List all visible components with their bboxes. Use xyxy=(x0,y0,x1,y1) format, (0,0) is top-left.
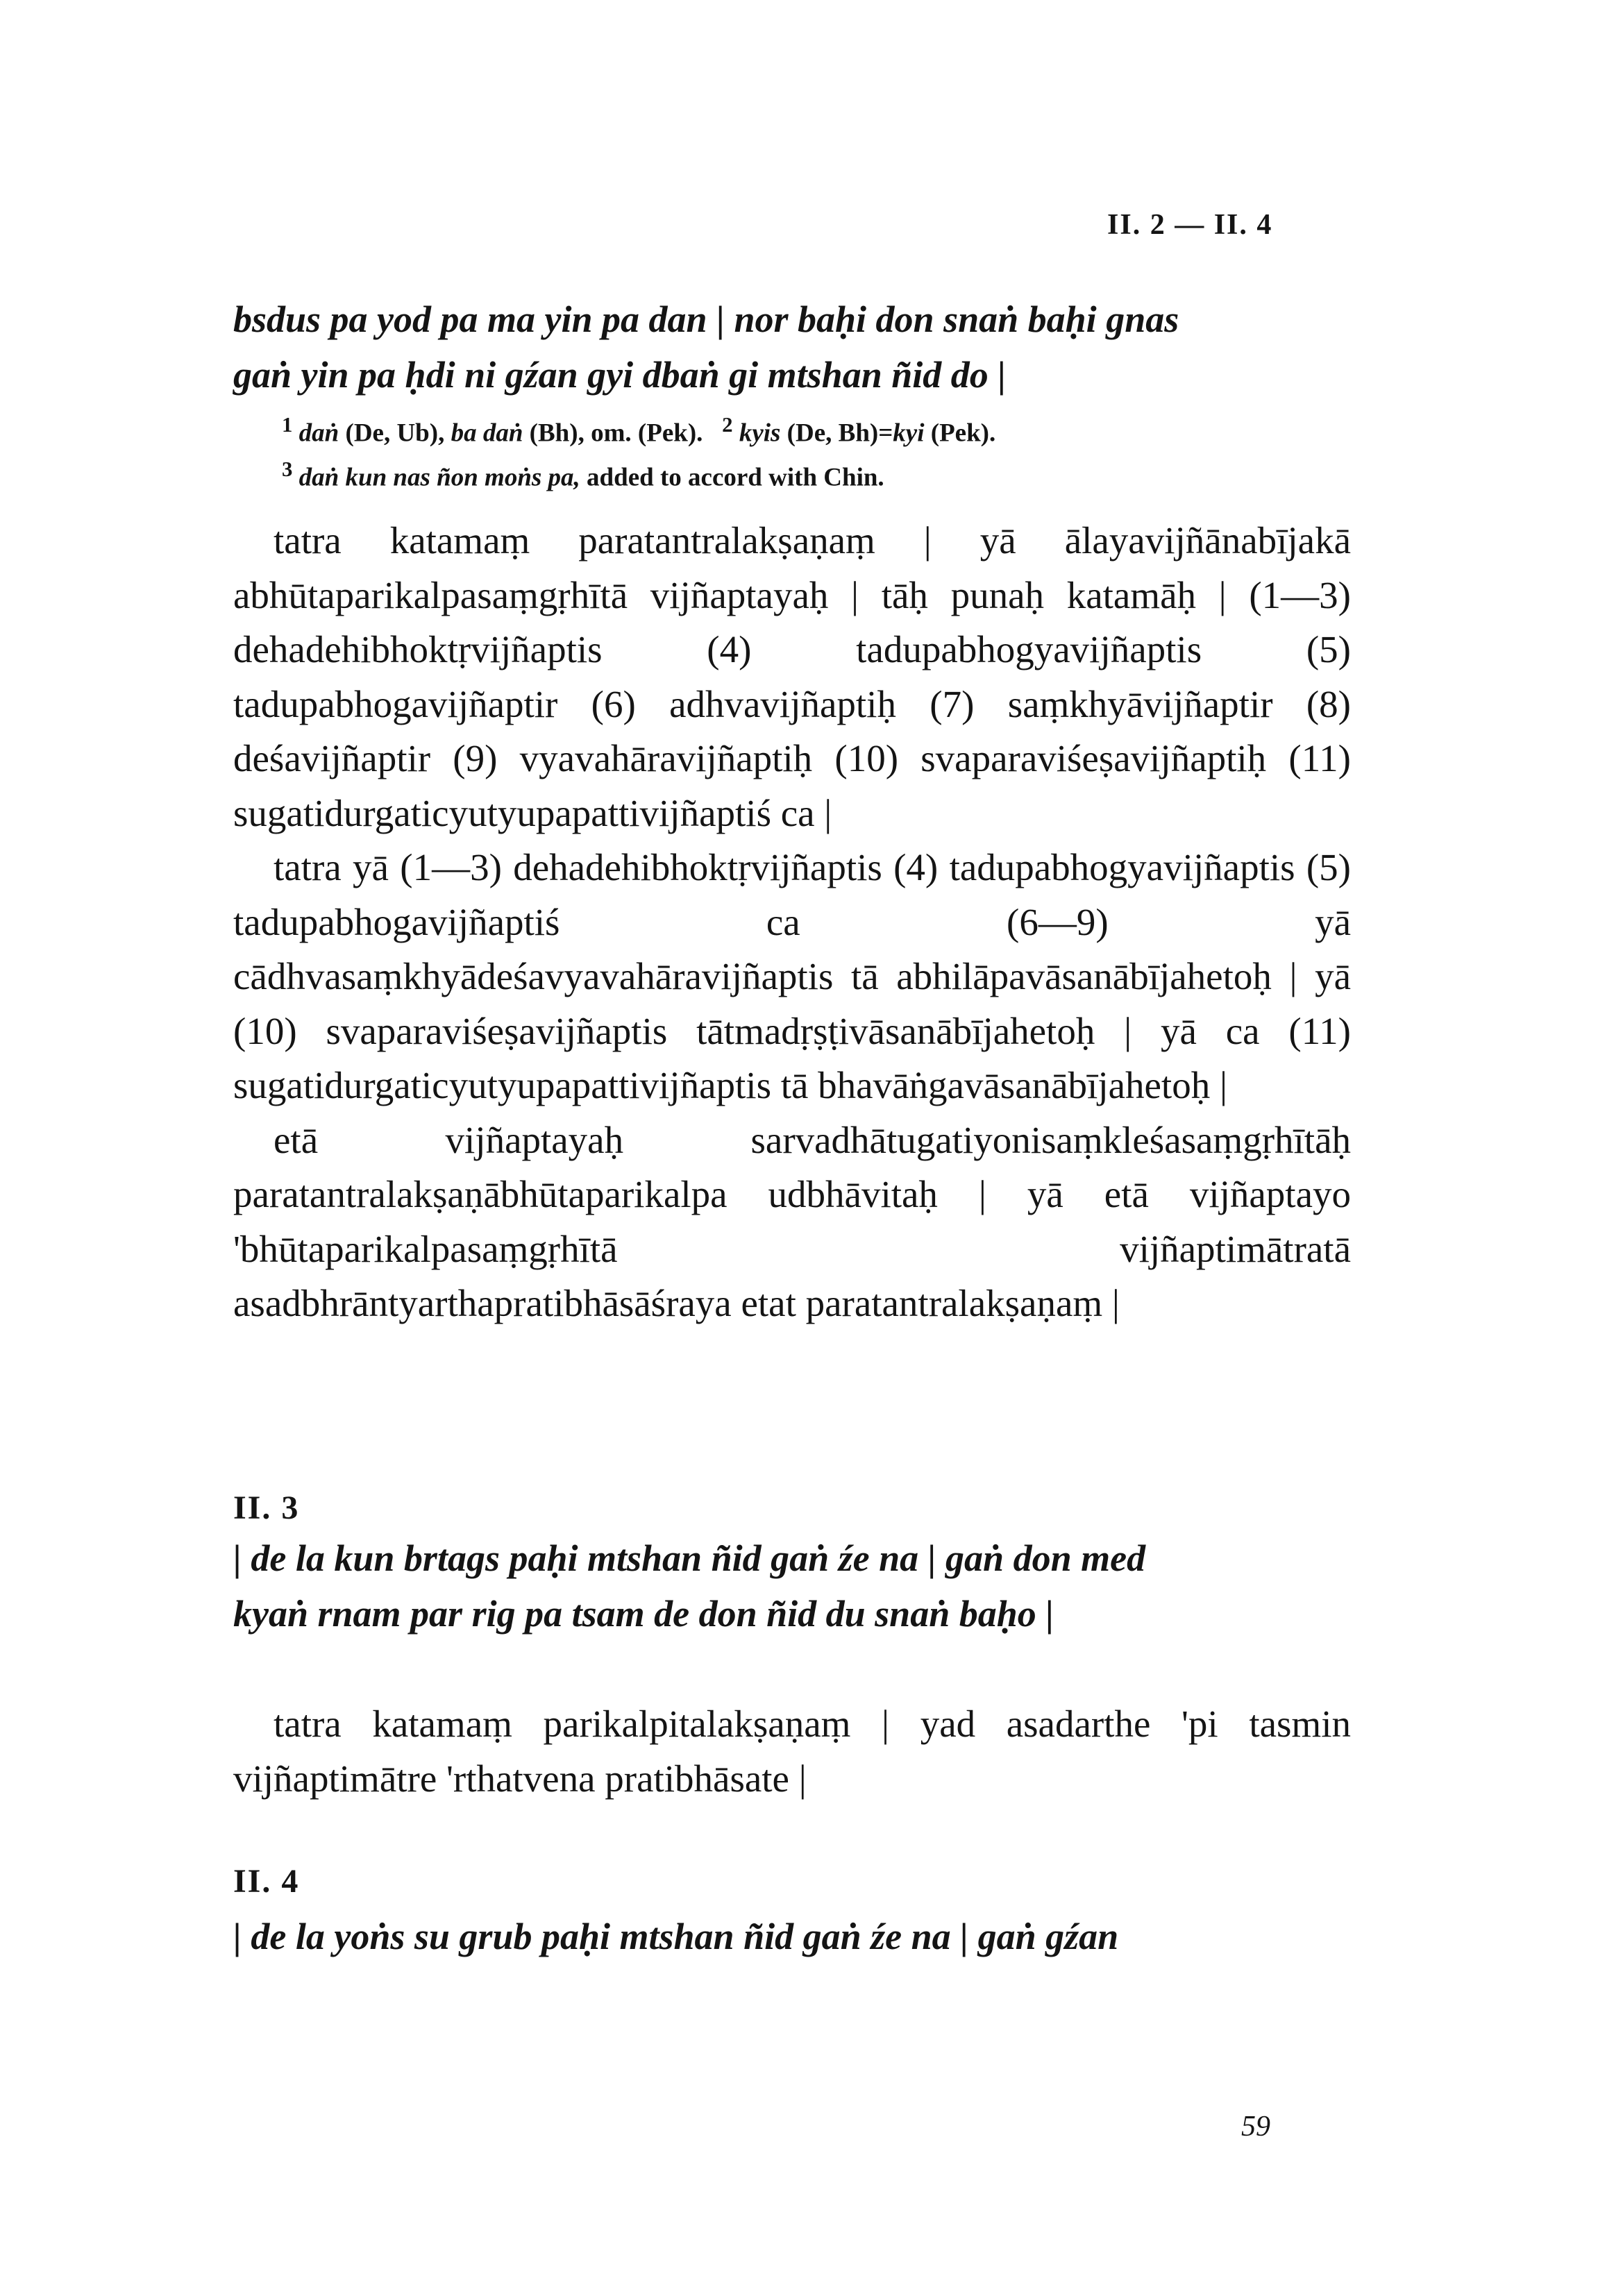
tibetan-text-2-3 xyxy=(233,1530,1351,1641)
tibetan-line: gaṅ yin pa ḥdi ni gźan gyi dbaṅ gi mtshan ñid do | xyxy=(233,354,1007,396)
tibetan-text-top xyxy=(233,292,1351,403)
tibetan-line: | de la yoṅs su grub paḥi mtshan ñid gaṅ źe na | gaṅ gźan xyxy=(233,1916,1119,1957)
sanskrit-paragraph: tatra katamaṃ paratantralakṣaṇaṃ | yā ālayavijñānabījakā abhūtaparikalpasaṃgṛhītā vijñaptayaḥ | tāḥ punaḥ katamāḥ | (1—3) dehadehibhoktṛvijñaptis (4) tadupabhogyavijñaptis (5) tadupabhogavijñaptir (6) adhvavijñaptiḥ (7) saṃkhyāvijñaptir (8) deśavijñaptir (9) vyavahāravijñaptiḥ (10) svaparaviśeṣavijñaptiḥ (11) sugatidurgaticyutyupapattivijñaptiś ca | xyxy=(233,519,1351,834)
footnote-text: daṅ kun nas ñon moṅs pa, xyxy=(298,463,580,492)
section-heading-2-3: II. 3 xyxy=(233,1489,300,1526)
footnote-3 xyxy=(282,451,1351,496)
footnote-text: daṅ xyxy=(298,419,339,448)
footnote-text: (De, Bh)= xyxy=(780,419,893,448)
running-head: II. 2 — II. 4 xyxy=(1107,209,1273,241)
sanskrit-text-2-3 xyxy=(233,1697,1351,1806)
page-number: 59 xyxy=(1241,2111,1270,2143)
tibetan-line: kyaṅ rnam par rig pa tsam de don ñid du snaṅ baḥo | xyxy=(233,1593,1054,1635)
sanskrit-paragraph: tatra katamaṃ parikalpitalakṣaṇaṃ | yad asadarthe 'pi tasmin vijñaptimātre 'rthatvena pratibhāsate | xyxy=(233,1703,1351,1800)
tibetan-text-2-4 xyxy=(233,1909,1351,1964)
footnote-text: kyi xyxy=(893,419,925,448)
tibetan-line: | de la kun brtags paḥi mtshan ñid gaṅ źe na | gaṅ don med xyxy=(233,1537,1146,1579)
footnote-marker: 3 xyxy=(282,457,293,482)
footnote-text: kyis xyxy=(739,419,781,448)
footnote-text: (Bh), om. (Pek). xyxy=(523,419,709,448)
section-heading-2-4: II. 4 xyxy=(233,1863,300,1900)
sanskrit-text xyxy=(233,514,1351,1331)
footnote-text: (Pek). xyxy=(924,419,996,448)
footnote-text: ba daṅ xyxy=(451,419,523,448)
sanskrit-paragraph: etā vijñaptayaḥ sarvadhātugatiyonisaṃkleśasaṃgṛhītāḥ paratantralakṣaṇābhūtaparikalpa udbhāvitaḥ | yā etā vijñaptayo 'bhūtaparikalpasaṃgṛhītā vijñaptimātratā asadbhrāntyarthapratibhāsāśraya etat paratantralakṣaṇaṃ | xyxy=(233,1118,1351,1324)
tibetan-line: bsdus pa yod pa ma yin pa dan | nor baḥi don snaṅ baḥi gnas xyxy=(233,298,1179,340)
footnotes xyxy=(233,407,1351,496)
footnote-1 xyxy=(282,407,1351,451)
footnote-text: (De, Ub), xyxy=(339,419,451,448)
footnote-marker: 2 xyxy=(722,413,733,437)
footnote-marker: 1 xyxy=(282,413,293,437)
sanskrit-paragraph: tatra yā (1—3) dehadehibhoktṛvijñaptis (4) tadupabhogyavijñaptis (5) tadupabhogavijñaptiś ca (6—9) yā cādhvasaṃkhyādeśavyavahāravijñaptis tā abhilāpavāsanābījahetoḥ | yā (10) svaparaviśeṣavijñaptis tātmadṛṣṭivāsanābījahetoḥ | yā ca (11) sugatidurgaticyutyupapattivijñaptis tā bhavāṅgavāsanābījahetoḥ | xyxy=(233,846,1351,1106)
footnote-text: added to accord with Chin. xyxy=(580,463,884,492)
